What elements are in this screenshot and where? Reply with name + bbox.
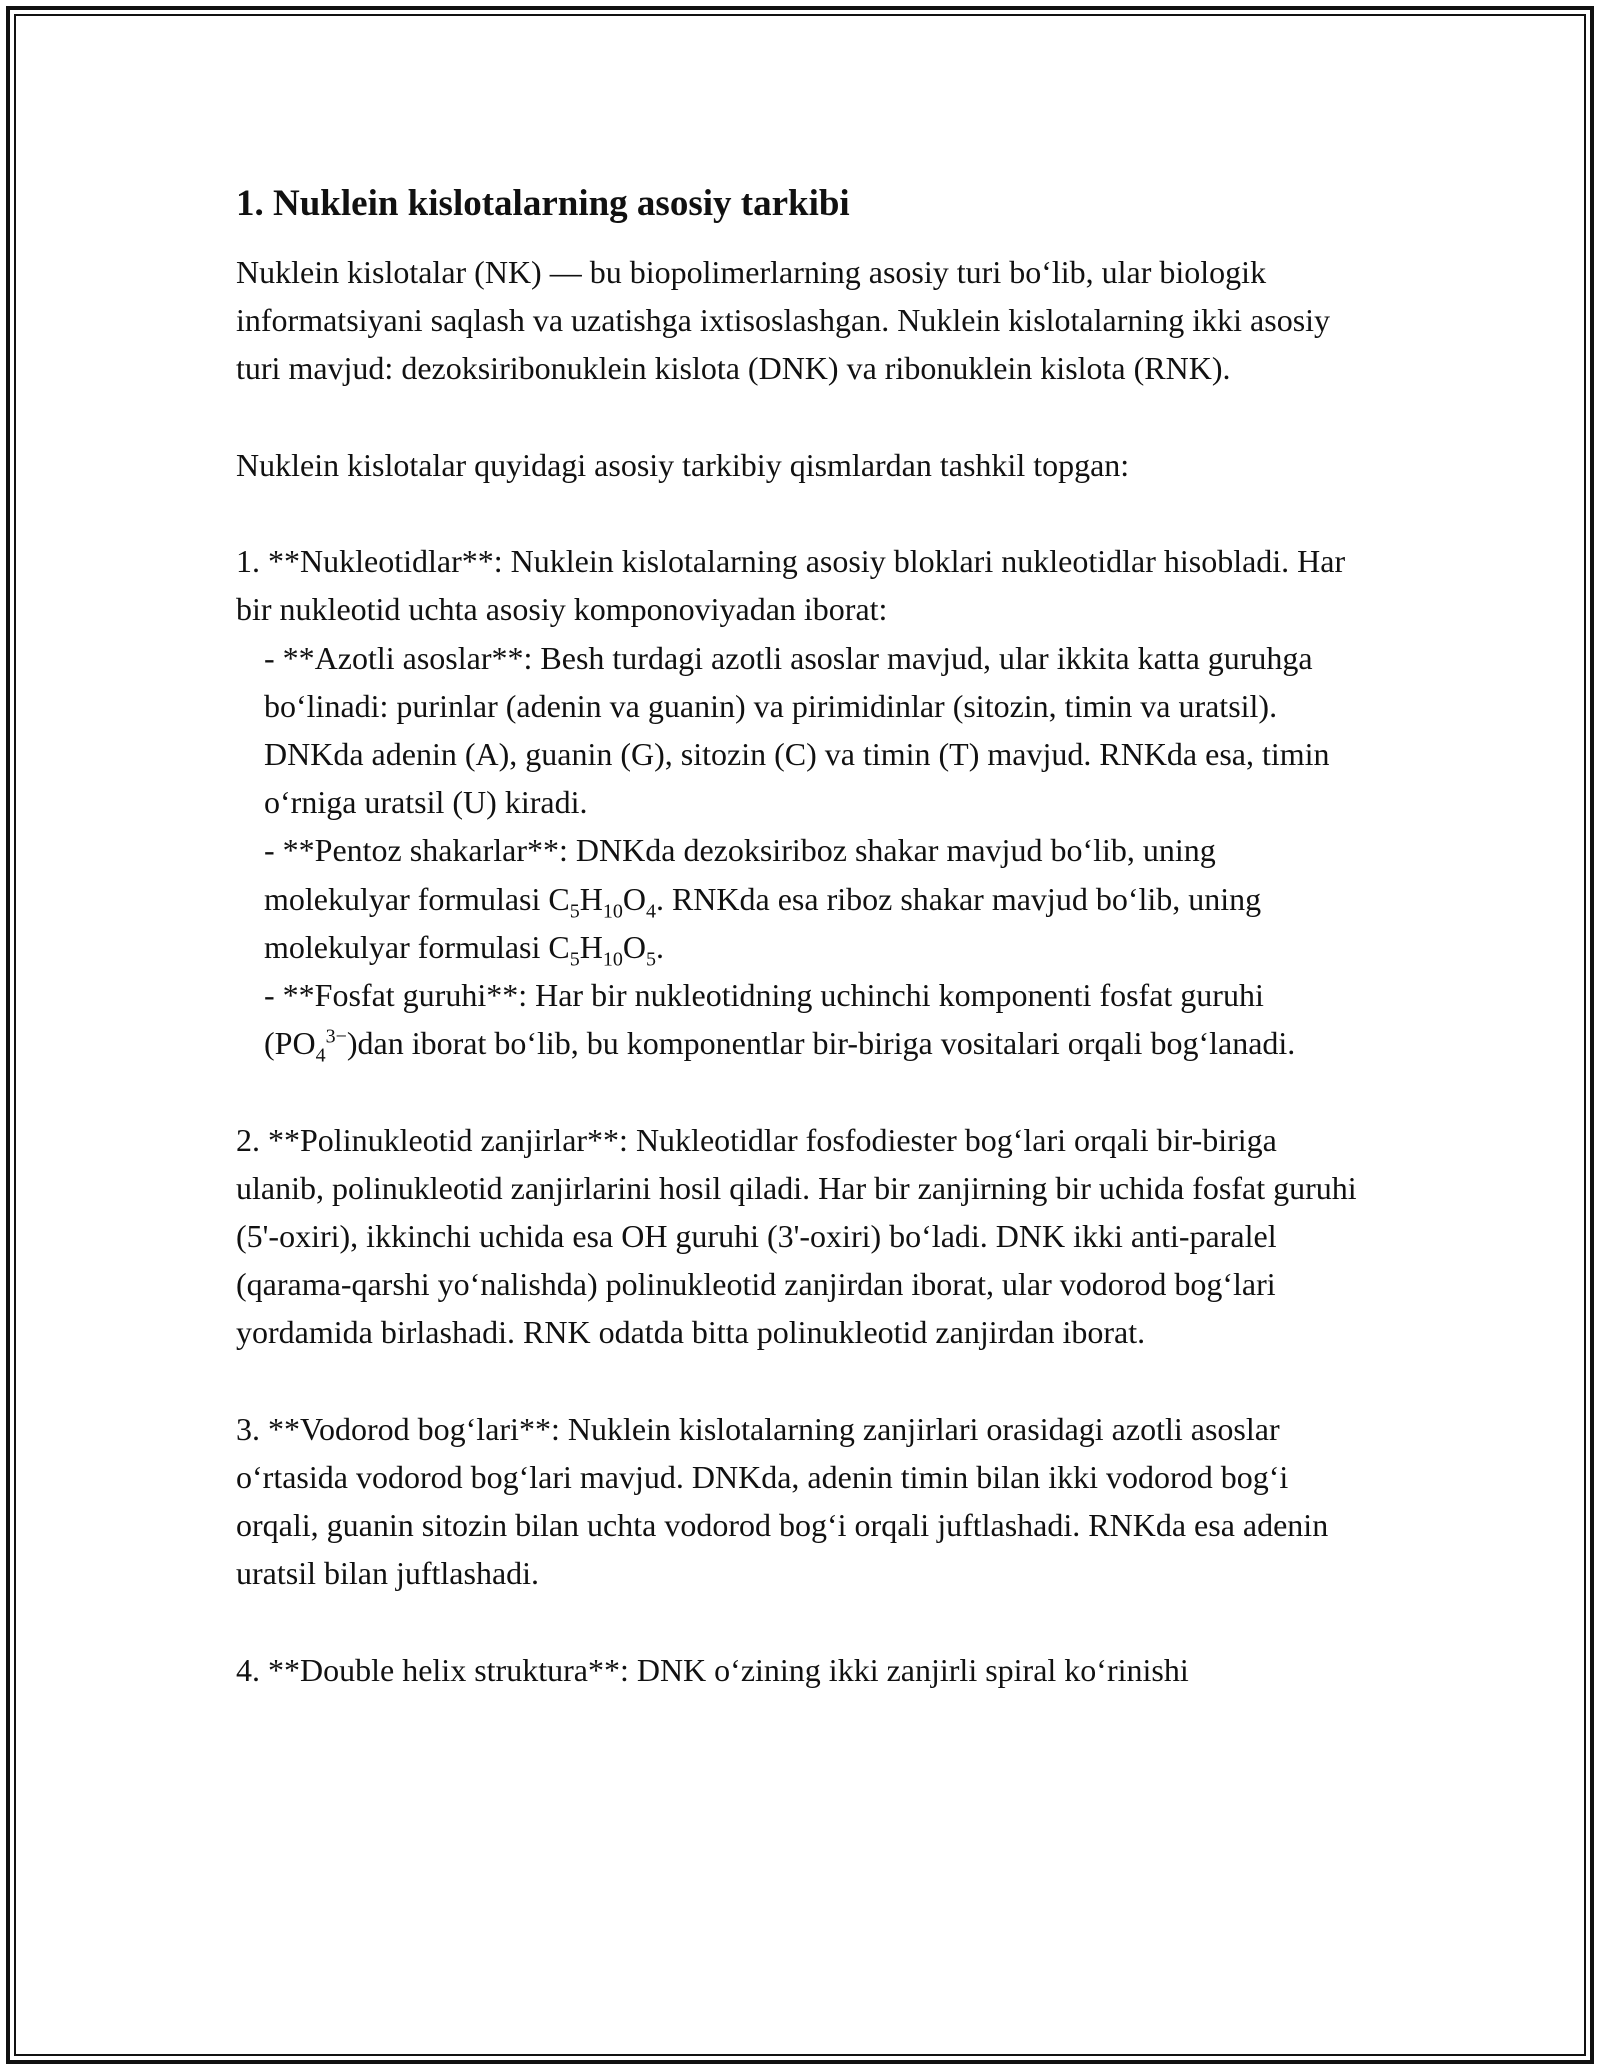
fosfat-subscript: 4 <box>315 1044 326 1067</box>
lead-paragraph: Nuklein kislotalar quyidagi asosiy tarkibiy qismlardan tashkil topgan: <box>236 446 1130 483</box>
subitem-fosfat-guruhi <box>236 971 1366 1067</box>
item-double-helix: 4. **Double helix struktura**: DNK o‘zining ikki zanjirli spiral ko‘rinishi <box>236 1651 1189 1688</box>
pentoz-text-1: - **Pentoz shakarlar**: DNKda dezoksiriboz shakar mavjud bo‘lib, uning molekulyar formulasi <box>264 832 1216 917</box>
subitem-azotli-asoslar: - **Azotli asoslar**: Besh turdagi azotli asoslar mavjud, ular ikkita katta guruhga bo‘linadi: purinlar (adenin va guanin) va pirimidinlar (sitozin, timin va uratsil). DNKda adenin (A), guanin (G), sitozin (C) va timin (T) mavjud. RNKda esa, timin o‘rniga uratsil (U) kiradi. <box>264 639 1330 821</box>
fosfat-superscript: 3− <box>325 1025 347 1048</box>
document-body <box>236 180 1366 1694</box>
fosfat-text-2: )dan iborat bo‘lib, bu komponentlar bir-biriga vositalari orqali bog‘lanadi. <box>346 1025 1296 1062</box>
item-nukleotidlar-title: 1. **Nukleotidlar**: Nuklein kislotalarning asosiy bloklari nukleotidlar hisobladi. Har bir nukleotid uchta asosiy komponoviyadan iborat: <box>236 543 1346 628</box>
formula-riboz: $C_5H_{10}O_5$ <box>548 928 656 971</box>
formula-dezoksiriboz: $C_5H_{10}O_4$ <box>548 880 656 922</box>
intro-paragraph: Nuklein kislotalar (NK) — bu biopolimerlarning asosiy turi bo‘lib, ular biologik informatsiyani saqlash va uzatishga ixtisoslashgan. Nuklein kislotalarning ikki asosiy turi mavjud: dezoksiribonuklein kislota (DNK) va ribonuklein kislota (RNK). <box>236 254 1331 387</box>
subitem-pentoz-shakarlar <box>236 826 1366 971</box>
item-vodorod-boglari: 3. **Vodorod bog‘lari**: Nuklein kislotalarning zanjirlari orasidagi azotli asoslar o‘rtasida vodorod bog‘lari mavjud. DNKda, adenin timin bilan ikki vodorod bog‘i orqali, guanin sitozin bilan uchta vodorod bog‘i orqali juftlashadi. RNKda esa adenin uratsil bilan juftlashadi. <box>236 1410 1329 1592</box>
section-heading: 1. Nuklein kislotalarning asosiy tarkibi <box>236 183 850 224</box>
pentoz-text-2: . RNKda esa riboz shakar mavjud bo‘lib, uning molekulyar formulasi <box>264 880 1262 965</box>
item-nukleotidlar <box>236 537 1366 1067</box>
pentoz-text-end: . <box>655 928 664 965</box>
fosfat-text-1: - **Fosfat guruhi**: Har bir nukleotidning uchinchi komponenti fosfat guruhi (PO <box>264 977 1264 1062</box>
item-polinukleotid-zanjirlar: 2. **Polinukleotid zanjirlar**: Nukleotidlar fosfodiester bog‘lari orqali bir-biriga ulanib, polinukleotid zanjirlarini hosil qiladi. Har bir zanjirning bir uchida fosfat guruhi (5'-oxiri), ikkinchi uchida esa OH guruhi (3'-oxiri) bo‘ladi. DNK ikki anti-paralel (qarama-qarshi yo‘nalishda) polinukleotid zanjirdan iborat, ular vodorod bog‘lari yordamida birlashadi. RNK odatda bitta polinukleotid zanjirdan iborat. <box>236 1121 1357 1351</box>
